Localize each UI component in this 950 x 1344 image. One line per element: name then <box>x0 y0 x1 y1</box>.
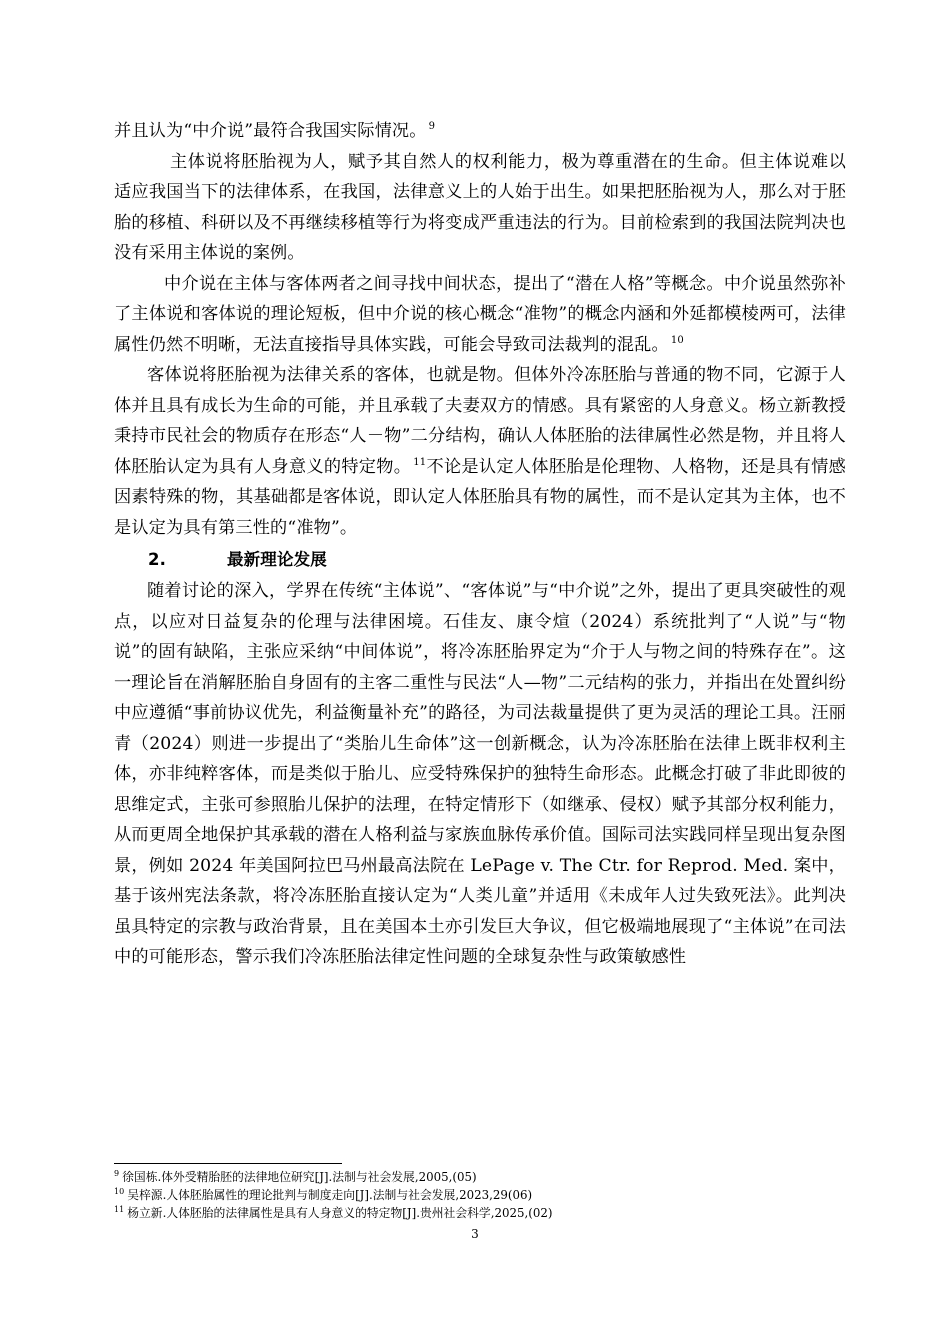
paragraph-text: 主体说将胚胎视为人，赋予其自然人的权利能力，极为尊重潜在的生命。但主体说难以适应我国当下的法律体系，在我国，法律意义上的人始于出生。如果把胚胎视为人，那么对于胚胎的移植、科研以及不再继续移植等行为将变成严重违法的行为。目前检索到的我国法院判决也没有采用主体说的案例。 <box>114 151 846 263</box>
footnote-item <box>114 1168 846 1186</box>
paragraph-object-theory <box>114 360 846 543</box>
footnote-mark: 10 <box>114 1187 125 1196</box>
footnote-mark: 11 <box>114 1205 125 1214</box>
paragraph-subject-theory <box>114 147 846 269</box>
body-text <box>114 116 846 973</box>
paragraph-text-continued: 不论是认定人体胚胎是伦理物、人格物，还是具有情感因素特殊的物，其基础都是客体说，即认定人体胚胎具有物的属性，而不是认定其为主体，也不是认定为具有第三性的“准物”。 <box>114 456 846 538</box>
paragraph-text: 随着讨论的深入，学界在传统“主体说”、“客体说”与“中介说”之外，提出了更具突破性的观点，以应对日益复杂的伦理与法律困境。石佳友、康令煊（2024）系统批判了“人说”与“物说”的固有缺陷，主张应采纳“中间体说”，将冷冻胚胎界定为“介于人与物之间的特殊存在”。这一理论旨在消解胚胎自身固有的主客二重性与民法“人—物”二元结构的张力，并指出在处置纠纷中应遵循“事前协议优先，利益衡量补充”的路径，为司法裁量提供了更为灵活的理论工具。汪丽青（2024）则进一步提出了“类胎儿生命体”这一创新概念，认为冷冻胚胎在法律上既非权利主体，亦非纯粹客体，而是类似于胎儿、应受特殊保护的独特生命形态。此概念打破了非此即彼的思维定式，主张可参照胎儿保护的法理，在特定情形下（如继承、侵权）赋予其部分权利能力，从而更周全地保护其承载的潜在人格利益与家族血脉传承价值。国际司法实践同样呈现出复杂图景，例如 2024 年美国阿拉巴马州最高法院在 LePage v. The Ctr. for Reprod. Med. 案中，基于该州宪法条款，将冷冻胚胎直接认定为“人类儿童”并适用《未成年人过失致死法》。此判决虽具特定的宗教与政治背景，且在美国本土亦引发巨大争议，但它极端地展现了“主体说”在司法中的可能形态，警示我们冷冻胚胎法律定性问题的全球复杂性与政策敏感性 <box>114 581 846 967</box>
footnote-text: 杨立新.人体胚胎的法律属性是具有人身意义的特定物[J].贵州社会科学,2025,(02) <box>127 1206 553 1220</box>
paragraph-text: 客体说将胚胎视为法律关系的客体，也就是物。但体外冷冻胚胎与普通的物不同，它源于人体并且具有成长为生命的可能，并且承载了夫妻双方的情感。具有紧密的人身意义。杨立新教授秉持市民社会的物质存在形态“人－物”二分结构，确认人体胚胎的法律属性必然是物，并且将人体胚胎认定为具有人身意义的特定物。 <box>114 365 846 477</box>
section-heading <box>114 545 846 575</box>
paragraph-text: 并且认为“中介说”最符合我国实际情况。 <box>114 121 427 141</box>
section-number: 2. <box>148 550 167 569</box>
paragraph-latest-developments <box>114 576 846 973</box>
footnote-reference[interactable]: 9 <box>428 121 436 132</box>
paragraph-text: 中介说在主体与客体两者之间寻找中间状态，提出了“潜在人格”等概念。中介说虽然弥补了主体说和客体说的理论短板，但中介说的核心概念“准物”的概念内涵和外延都模棱两可，法律属性仍然不明晰，无法直接指导具体实践，可能会导致司法裁判的混乱。 <box>114 273 846 355</box>
paragraph-intro-conclusion <box>114 116 846 147</box>
footnote-reference[interactable]: 10 <box>670 334 684 346</box>
footnote-text: 吴梓源.人体胚胎属性的理论批判与制度走向[J].法制与社会发展,2023,29(06) <box>127 1188 533 1202</box>
footnote-reference[interactable]: 11 <box>413 456 427 468</box>
footnote-item <box>114 1204 846 1222</box>
page-number: 3 <box>471 1227 479 1241</box>
footnote-separator <box>114 1163 342 1164</box>
footnote-text: 徐国栋.体外受精胎胚的法律地位研究[J].法制与社会发展,2005,(05) <box>122 1170 477 1184</box>
footnotes <box>114 1163 846 1222</box>
footnote-mark: 9 <box>114 1169 120 1178</box>
footnote-item <box>114 1186 846 1204</box>
section-title: 最新理论发展 <box>227 550 327 569</box>
paragraph-intermediary-theory <box>114 269 846 361</box>
